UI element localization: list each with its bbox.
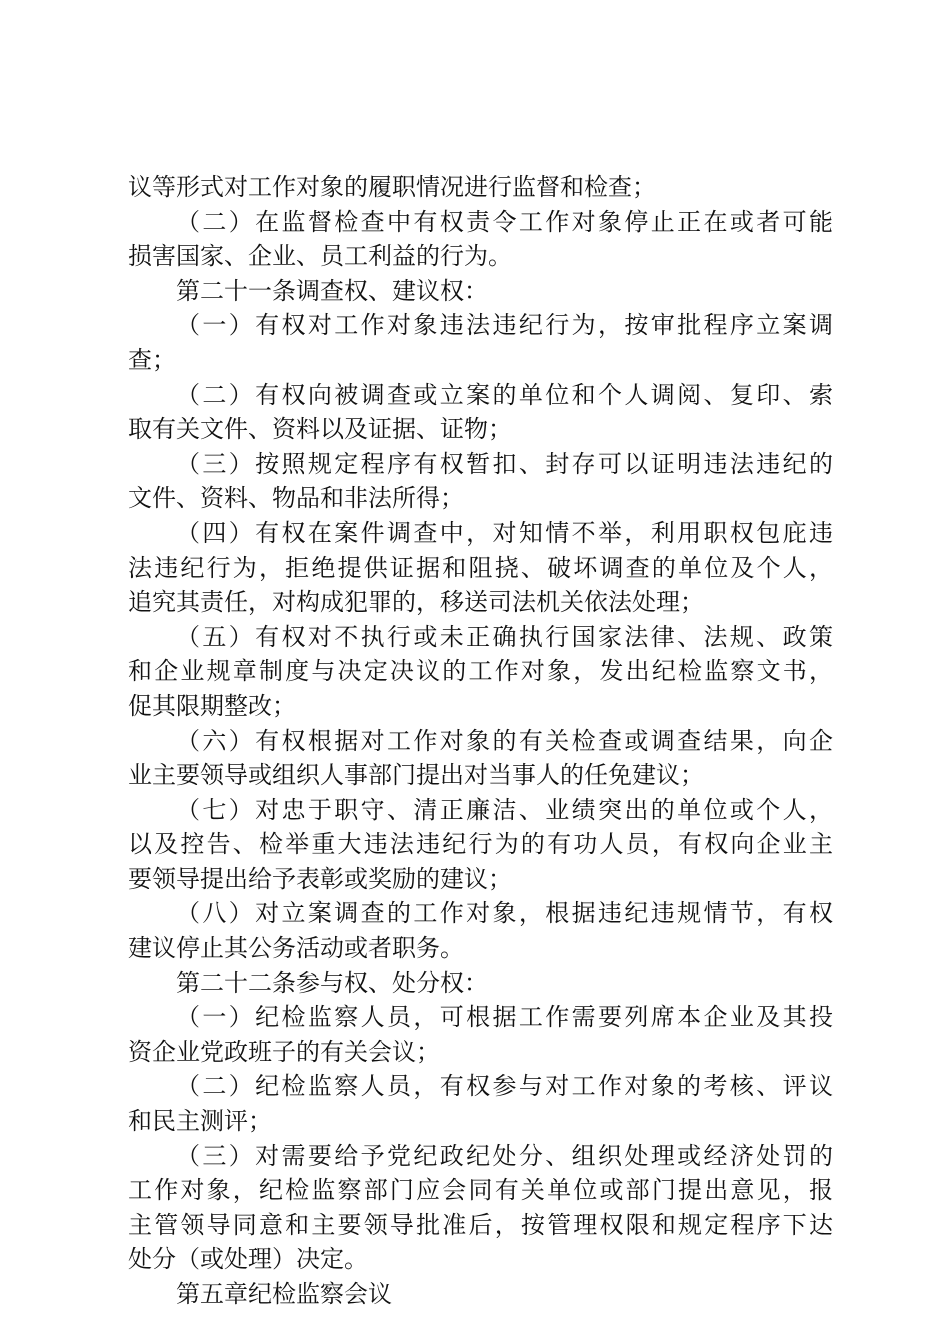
text-line: 法违纪行为，拒绝提供证据和阻挠、破坏调查的单位及个人， (128, 553, 833, 582)
text-line: 追究其责任，对构成犯罪的，移送司法机关依法处理； (128, 588, 704, 617)
text-line: （二）在监督检查中有权责令工作对象停止正在或者可能 (176, 207, 833, 236)
text-line: （三）按照规定程序有权暂扣、封存可以证明违法违纪的 (176, 449, 833, 478)
text-line: （五）有权对不执行或未正确执行国家法律、法规、政策 (176, 622, 833, 651)
text-line: 第五章纪检监察会议 (176, 1280, 392, 1308)
text-line: 文件、资料、物品和非法所得； (128, 484, 464, 513)
text-line: （四）有权在案件调查中，对知情不举，利用职权包庇违 (176, 518, 833, 547)
text-line: 促其限期整改； (128, 691, 296, 720)
text-line: 工作对象，纪检监察部门应会同有关单位或部门提出意见，报 (128, 1176, 833, 1205)
text-line: （一）有权对工作对象违法违纪行为，按审批程序立案调 (176, 311, 833, 340)
text-line: 查； (128, 345, 176, 374)
text-line: 和民主测评； (128, 1107, 272, 1136)
text-line: 和企业规章制度与决定决议的工作对象，发出纪检监察文书， (128, 657, 833, 686)
text-line: 取有关文件、资料以及证据、证物； (128, 415, 512, 444)
text-line: 议等形式对工作对象的履职情况进行监督和检查； (128, 173, 656, 201)
text-line: （七）对忠于职守、清正廉洁、业绩突出的单位或个人， (176, 795, 833, 824)
text-line: 资企业党政班子的有关会议； (128, 1037, 440, 1066)
text-line: （三）对需要给予党纪政纪处分、组织处理或经济处罚的 (176, 1141, 833, 1170)
text-line: 第二十一条调查权、建议权： (176, 276, 488, 305)
text-line: 以及控告、检举重大违法违纪行为的有功人员，有权向企业主 (128, 830, 833, 859)
text-line: 损害国家、企业、员工利益的行为。 (128, 242, 512, 271)
text-line: 第二十二条参与权、处分权： (176, 968, 488, 997)
text-line: （一）纪检监察人员，可根据工作需要列席本企业及其投 (176, 1003, 833, 1032)
text-line: 建议停止其公务活动或者职务。 (128, 934, 464, 963)
text-line: （二）纪检监察人员，有权参与对工作对象的考核、评议 (176, 1072, 833, 1101)
text-line: （六）有权根据对工作对象的有关检查或调查结果，向企 (176, 726, 833, 755)
text-line: （二）有权向被调查或立案的单位和个人调阅、复印、索 (176, 380, 833, 409)
text-line: 处分（或处理）决定。 (128, 1245, 368, 1274)
document-body (128, 170, 833, 1312)
text-line: 要领导提出给予表彰或奖励的建议； (128, 864, 512, 893)
text-line: 主管领导同意和主要领导批准后，按管理权限和规定程序下达 (128, 1210, 833, 1239)
text-line: 业主要领导或组织人事部门提出对当事人的任免建议； (128, 761, 704, 790)
text-line: （八）对立案调查的工作对象，根据违纪违规情节，有权 (176, 899, 833, 928)
